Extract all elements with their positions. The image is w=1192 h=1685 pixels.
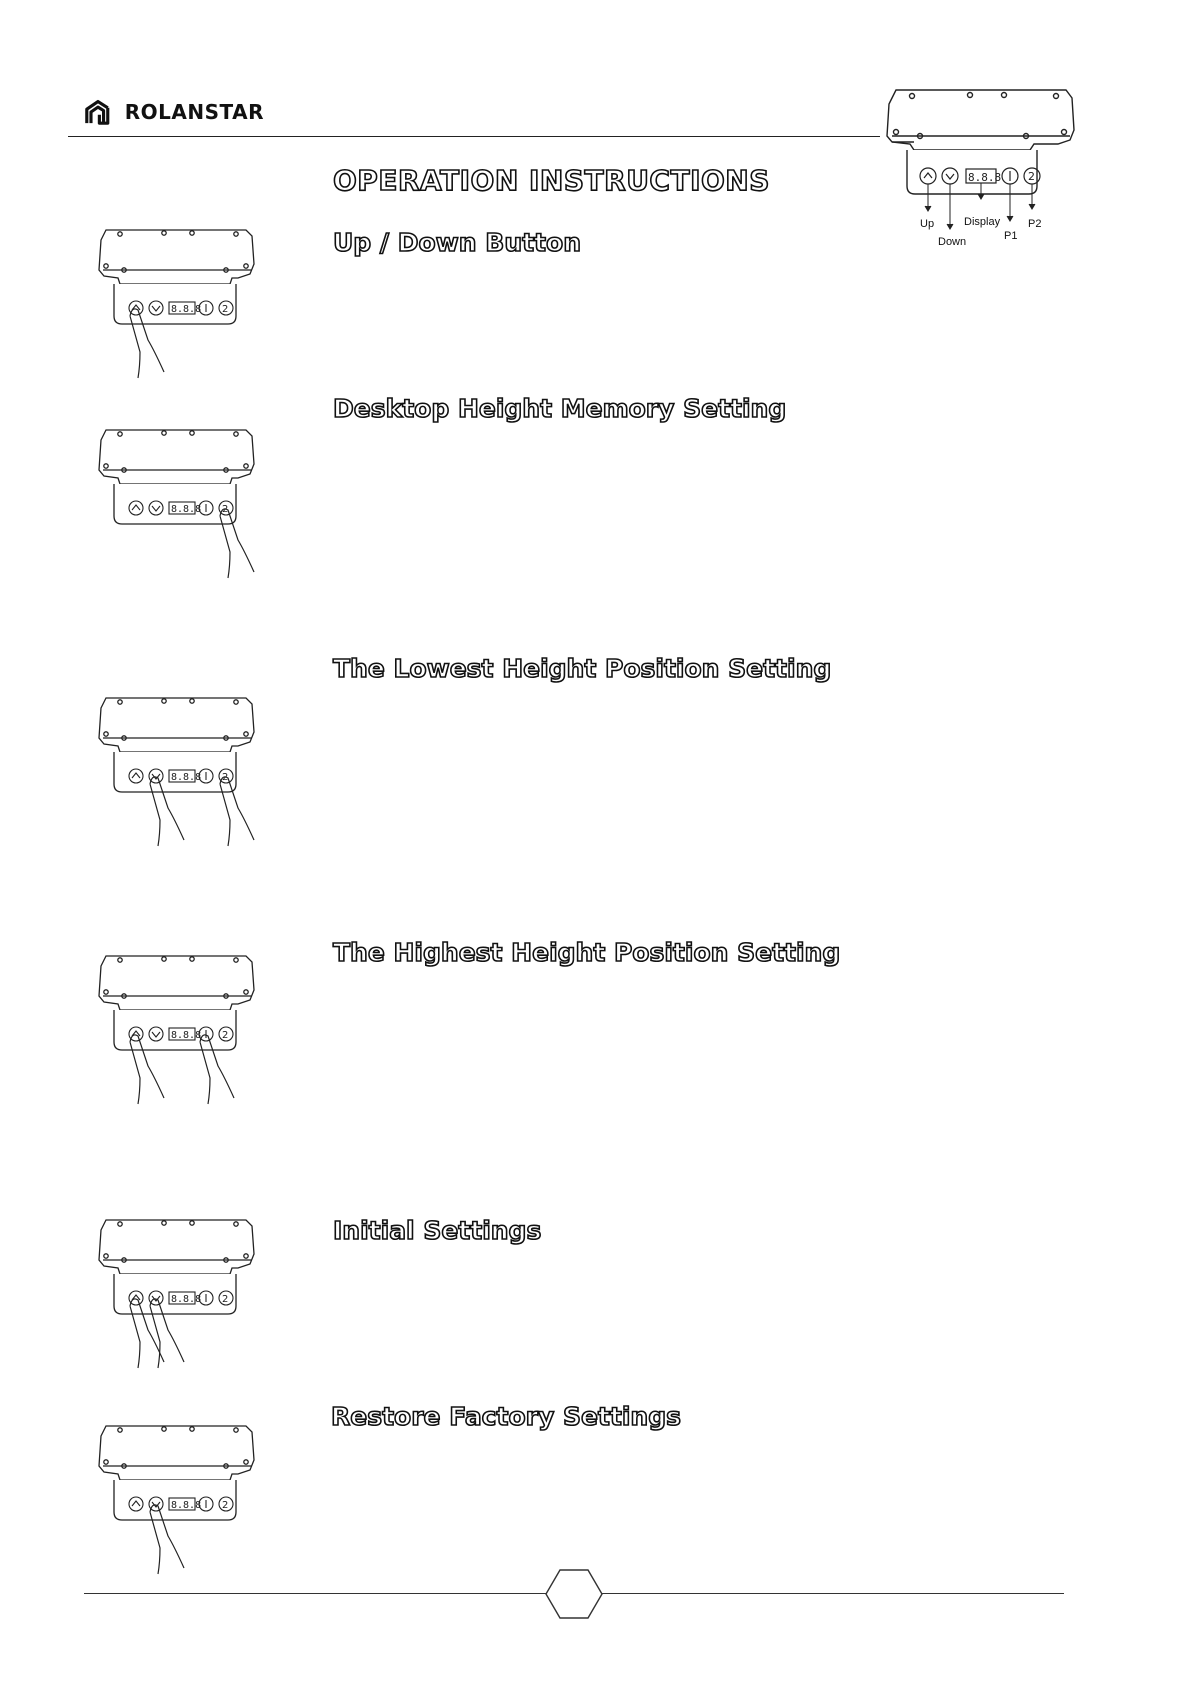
- svg-text:8.8.8: 8.8.8: [171, 1030, 202, 1041]
- heading-desktop-height-memory: Desktop Height Memory Setting: [333, 394, 787, 423]
- down-label: Down: [938, 236, 967, 248]
- page-title: OPERATION INSTRUCTIONS: [333, 164, 770, 197]
- svg-text:2: 2: [222, 504, 229, 515]
- illustration-initial-settings: [96, 1214, 266, 1374]
- display-label: Display: [964, 216, 1001, 228]
- heading-restore-factory-settings: Restore Factory Settings: [331, 1402, 681, 1431]
- heading-up-down-button: Up / Down Button: [333, 228, 581, 257]
- svg-text:2: 2: [222, 772, 229, 783]
- svg-text:8.8.8: 8.8.8: [968, 171, 1002, 184]
- svg-text:8.8.8: 8.8.8: [171, 772, 202, 783]
- svg-text:2: 2: [222, 1500, 229, 1511]
- brand-logo: [84, 92, 264, 132]
- svg-text:8.8.8: 8.8.8: [171, 1500, 202, 1511]
- svg-text:2: 2: [222, 304, 229, 315]
- hexagon-page-marker: [545, 1569, 603, 1624]
- p1-label: P1: [1004, 230, 1018, 242]
- house-logo-icon: [84, 94, 115, 130]
- p2-label: P2: [1028, 218, 1042, 230]
- up-label: Up: [920, 218, 935, 230]
- svg-text:2: 2: [222, 1030, 229, 1041]
- svg-text:2: 2: [222, 1294, 229, 1305]
- heading-highest-height-position: The Highest Height Position Setting: [333, 938, 841, 967]
- illustration-up-down-button: [96, 224, 266, 384]
- illustration-highest-height-position: [96, 950, 266, 1110]
- illustration-desktop-height-memory: [96, 424, 266, 584]
- svg-text:8.8.8: 8.8.8: [171, 304, 202, 315]
- svg-text:8.8.8: 8.8.8: [171, 504, 202, 515]
- illustration-lowest-height-position: [96, 692, 266, 852]
- heading-lowest-height-position: The Lowest Height Position Setting: [333, 654, 832, 683]
- heading-initial-settings: Initial Settings: [333, 1216, 542, 1245]
- illustration-restore-factory-settings: [96, 1420, 266, 1580]
- controller-reference-diagram: [884, 84, 1104, 254]
- svg-text:8.8.8: 8.8.8: [171, 1294, 202, 1305]
- header-divider: [68, 136, 880, 137]
- svg-text:2: 2: [1028, 170, 1035, 183]
- brand-name: ROLANSTAR: [124, 100, 264, 124]
